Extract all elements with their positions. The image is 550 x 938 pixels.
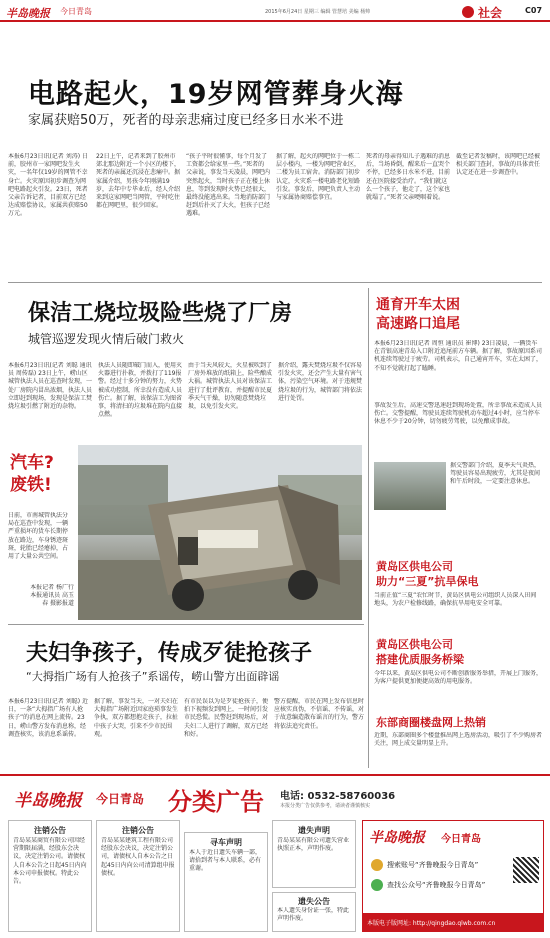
qr-code-icon	[513, 857, 539, 883]
ad-1	[8, 820, 92, 932]
story2-col4: 据介绍，露天焚烧垃圾不仅容易引发火灾，还会产生大量有害气体，污染空气环境。对于违规焚烧垃圾的行为，城管部门将依法进行处罚。	[278, 362, 362, 402]
ads-phone: 电话: 0532-58760036	[280, 791, 396, 802]
sidebar-h3-line1: 黄岛区供电公司	[376, 638, 453, 651]
sidebar-divider	[368, 288, 369, 768]
sidebar-text2: 事故发生后，高速交警迅速赶到现场处置，所幸事故未造成人员伤亡。交警提醒，驾驶员连续驾驶机动车超过4小时，应当停车休息不少于20分钟，切勿疲劳驾驶，以免酿成事故。	[374, 402, 542, 426]
ad-2-text: 青岛某某建筑工程有限公司经股东会决议，决定注销公司，请债权人自本公告之日起45日内向公司清算组申报债权。	[101, 837, 175, 877]
story1-headline: 电路起火，19岁网管葬身火海	[28, 79, 404, 110]
story3-kicker2: 废铁!	[10, 475, 52, 495]
story4-col1: 本报6月23日讯(记者 刘聪) 近日，一条“大拇指广场有人抢孩子”的消息在网上流传。23日，崂山警方发布消息称，经调查核实，该消息系谣传。	[8, 698, 88, 738]
story3-col1: 日前，市南城管执法分局在巡查中发现，一辆严重损坏的货车长期停放在路边，车身锈迹斑斑，轮胎已经瘪掉，占用了大量公共空间。	[8, 512, 69, 561]
promo-url-bar	[363, 913, 543, 931]
story2-headline: 保洁工烧垃圾险些烧了厂房	[28, 301, 293, 326]
ad-1-text: 青岛某某商贸有限公司因经营期限届满，经股东会决议，决定注销公司。请债权人自本公告之日起45日内向本公司申报债权。特此公告。	[13, 837, 87, 886]
story1-col1: 本报6月23日讯(记者 刘涛) 日前，胶州市一家网吧发生火灾，一名年仅19岁的网管不幸身亡。火灾原因初步调查为网吧电路起火引发。23日，死者父亲告诉记者，目前双方已经达成赔偿协议，家属共获赔50万元。	[8, 153, 88, 218]
sidebar-text5: 今年以来，黄岛区供电公司不断创新服务举措，开展上门服务，为客户提供更加便捷高效的用电服务。	[374, 670, 542, 686]
sidebar-photo	[374, 462, 446, 510]
story1-col3: “孩子平时很懂事，每个月发了工资都会给家里一些。”死者的父亲说，事发当天凌晨，网吧内突然起火，当时孩子正在楼上休息，等到发现时火势已经很大，最终没能逃出来。当地消防部门赶到后扑灭了大火，但孩子已经遇难。	[186, 153, 270, 218]
story4-subhead: “大拇指广场有人抢孩子”系谣传，崂山警方出面辟谣	[26, 670, 280, 683]
story3-caption: 本报记者 杨广行 本报通讯员 高玉春 摄影报道	[30, 584, 74, 608]
story3-kicker1: 汽车?	[10, 453, 54, 473]
promo-edition: 今日青岛	[441, 834, 481, 845]
story1-subhead: 家属获赔50万，死者的母亲悲痛过度已经多日水米不进	[28, 113, 344, 128]
story4-headline: 夫妇争孩子，传成歹徒抢孩子	[26, 641, 313, 666]
dateline: 2015年6月24日 星期三 编辑 管慧培 美编 杨帅	[265, 9, 371, 15]
divider-1	[8, 282, 542, 283]
story4-col2: 据了解，事发当天，一对夫妇在大拇指广场附近因家庭琐事发生争执，双方都想抱走孩子，拉扯中孩子大哭，引来不少市民围观。	[94, 698, 178, 738]
ad-3-text: 本人于近日遗失车辆一部，请拾到者与本人联系，必有重谢。	[189, 849, 262, 873]
ad-4-title: 遗失声明	[298, 826, 330, 835]
sidebar-h4: 东部商圈楼盘网上热销	[376, 716, 486, 729]
story1-col2: 22日上午，记者来到了胶州市郊北那边附近一个小区的楼下，死者的亲属还沉浸在悲痛中。据家属介绍，男孩今年刚满19岁，去年中专毕业后，经人介绍来到这家网吧当网管，平时吃住都在网吧里，很少回家。	[96, 153, 180, 210]
truck-illustration	[78, 445, 362, 620]
promo-box	[362, 820, 544, 932]
ads-title: 分类广告	[168, 788, 264, 816]
promo-line1: 搜索账号“齐鲁晚报今日青岛”	[387, 861, 479, 869]
ad-3-title: 寻车声明	[210, 838, 242, 847]
ads-top-rule	[0, 774, 550, 776]
sidebar-text3: 据交警部门介绍，夏季天气炎热，驾驶员容易出现疲劳，尤其是夜间和午后时段，一定要注意休息。	[450, 462, 541, 486]
wechat-icon	[371, 879, 383, 891]
sidebar-h3-line2: 搭建优质服务桥梁	[376, 653, 464, 666]
sidebar-h2-line2: 助力“三夏”抗旱保电	[376, 575, 479, 588]
truck-photo	[78, 445, 362, 620]
ad-3	[184, 832, 268, 932]
promo-logo: 半岛晚报	[369, 830, 425, 846]
ad-2-title: 注销公告	[122, 826, 154, 835]
ad-1-title: 注销公告	[34, 826, 66, 835]
ad-4-text: 青岛某某有限公司遗失营业执照正本，声明作废。	[277, 837, 350, 853]
story2-col2: 执法人员随即破门而入，使用灭火器进行扑救，并拨打了119报警。经过十多分钟的努力，火势被成功控制，所幸没有造成人员伤亡。据了解，该保洁工为图省事，将清扫的垃圾堆在院内直接点燃。	[98, 362, 182, 419]
masthead-edition: 今日青岛	[60, 7, 92, 16]
story4-col4: 警方提醒，市民在网上发布信息时应核实真伪，不信谣、不传谣，对于故意编造散布谣言的行为，警方将依法追究责任。	[274, 698, 364, 730]
story1-col6: 截至记者发稿时，该网吧已经被相关部门查封，事故的具体责任认定还在进一步调查中。	[456, 153, 541, 177]
sidebar-text4: 当前正值“三夏”农忙时节，黄岛区供电公司组织人员深入田间地头，为农户检修线路，确保抗旱用电安全可靠。	[374, 592, 537, 608]
story1-col5: 死者的母亲得知儿子遇难的消息后，当场昏倒，醒来后一直哭个不停，已经多日水米不进，目前还在医院接受治疗。“我们就这么一个孩子，他走了，这个家也就塌了。”死者父亲哽咽着说。	[366, 153, 450, 202]
ads-logo: 半岛晚报	[14, 791, 82, 811]
promo-url: 本版电子版网址: http://qingdao.qlwb.com.cn	[367, 920, 496, 927]
sidebar-h2-line1: 黄岛区供电公司	[376, 560, 453, 573]
story4-col3: 有市民误以为是歹徒抢孩子，便拍下视频发到网上，一时间引发市民恐慌。民警赶到现场后，对夫妇二人进行了调解，双方已经和好。	[184, 698, 268, 738]
sidebar-h1-line2: 高速路口追尾	[376, 316, 460, 332]
story1-col4: 据了解，起火的网吧位于一栋二层小楼内，一楼为网吧营业区，二楼为员工宿舍。消防部门初步认定，火灾系一楼电路老化短路引发。事发后，网吧负责人主动与家属协商赔偿事宜。	[276, 153, 360, 202]
divider-2	[8, 624, 364, 625]
sidebar-text1: 本报6月23日讯(记者 周恒 通讯员 崔博) 23日凌晨，一辆货车在青银高速青岛入口附近追尾前方车辆。据了解，事故原因系司机连续驾驶过于疲劳。司机表示，自己通宵开车，实在太困了，不知不觉就打起了瞌睡。	[374, 340, 542, 372]
sidebar-text6: 近期，东部商圈多个楼盘推出网上选房活动，吸引了不少购房者关注，网上成交量明显上升。	[374, 732, 542, 748]
promo-line2: 查找公众号“齐鲁晚报今日青岛”	[387, 881, 486, 889]
ad-5-text: 本人遗失身份证一张，特此声明作废。	[277, 907, 350, 923]
weibo-icon	[371, 859, 383, 871]
section-icon	[462, 6, 474, 18]
section-title: 社会	[478, 6, 503, 20]
ad-5-title: 遗失公告	[298, 897, 330, 906]
ads-edition: 今日青岛	[96, 792, 145, 806]
section-badge	[462, 4, 510, 20]
story2-subhead: 城管巡逻发现火情后破门救火	[28, 332, 185, 346]
page-number: C07	[525, 6, 543, 15]
story2-col3: 由于当天风较大，火星被吹到了厂房外堆放的纸箱上，险些酿成大祸。城管执法人员对该保洁工进行了批评教育，并提醒市民夏季天气干燥，切勿随意焚烧垃圾，以免引发火灾。	[188, 362, 272, 411]
ad-2	[96, 820, 180, 932]
sidebar-h1-line1: 通育开车太困	[376, 297, 460, 313]
masthead-logo: 半岛晚报	[6, 7, 50, 20]
ad-4	[272, 820, 356, 888]
ads-notice: 本报分类广告仅供参考，请读者谨慎核实	[280, 803, 371, 809]
masthead	[0, 0, 550, 22]
story2-col1: 本报6月23日讯(记者 刘聪 通讯员 周传磊) 23日上午，崂山区城管执法人员在巡查时发现，一处厂房院内冒出浓烟，执法人员立即赶到现场，发现是保洁工焚烧垃圾引燃了附近的杂物。	[8, 362, 92, 411]
ad-5	[272, 892, 356, 932]
